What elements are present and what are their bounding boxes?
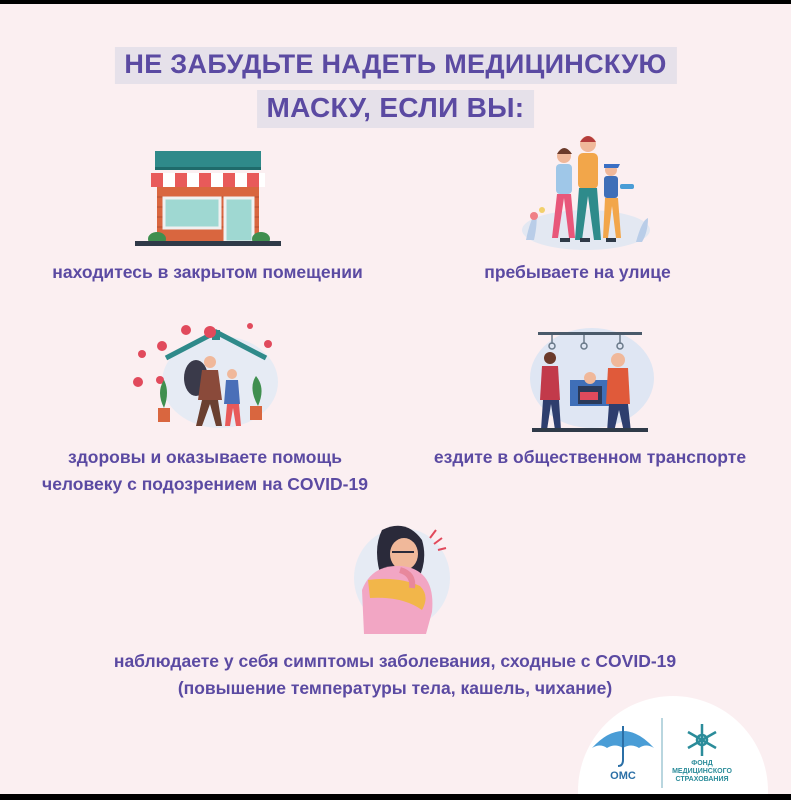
caption-symptoms-line2: (повышение температуры тела, кашель, чихание): [177, 678, 613, 698]
caption-helping-line1: здоровы и оказываете помощь: [68, 447, 342, 467]
title-line-1: НЕ ЗАБУДЬТЕ НАДЕТЬ МЕДИЦИНСКУЮ: [114, 47, 676, 84]
caption-symptoms-line1: наблюдаете у себя симптомы заболевания, сходные с COVID-19: [113, 651, 677, 671]
public-transport-icon: [522, 324, 654, 436]
caption-outdoors: пребываете на улице: [484, 262, 671, 282]
shop-icon: [133, 147, 283, 249]
snowflake-logo-icon: [684, 722, 720, 758]
umbrella-logo-icon: [590, 720, 656, 770]
logo-right-name-2: МЕДИЦИНСКОГО: [672, 768, 732, 775]
helping-sick-person-icon: [128, 322, 278, 434]
caption-helping-line2: человеку с подозрением на COVID-19: [42, 474, 368, 494]
logo-right-name-1: ФОНД: [691, 760, 713, 767]
logo-divider: [661, 718, 663, 788]
family-walking-icon: [516, 130, 656, 252]
title-line-2: МАСКУ, ЕСЛИ ВЫ:: [257, 90, 535, 128]
logo-left-name: ОМС: [610, 770, 636, 782]
caption-indoors: находитесь в закрытом помещении: [52, 262, 363, 282]
logo-right-name-3: СТРАХОВАНИЯ: [675, 776, 729, 783]
caption-transport: ездите в общественном транспорте: [433, 447, 747, 467]
poster: [0, 4, 791, 794]
sick-woman-icon: [342, 520, 452, 636]
